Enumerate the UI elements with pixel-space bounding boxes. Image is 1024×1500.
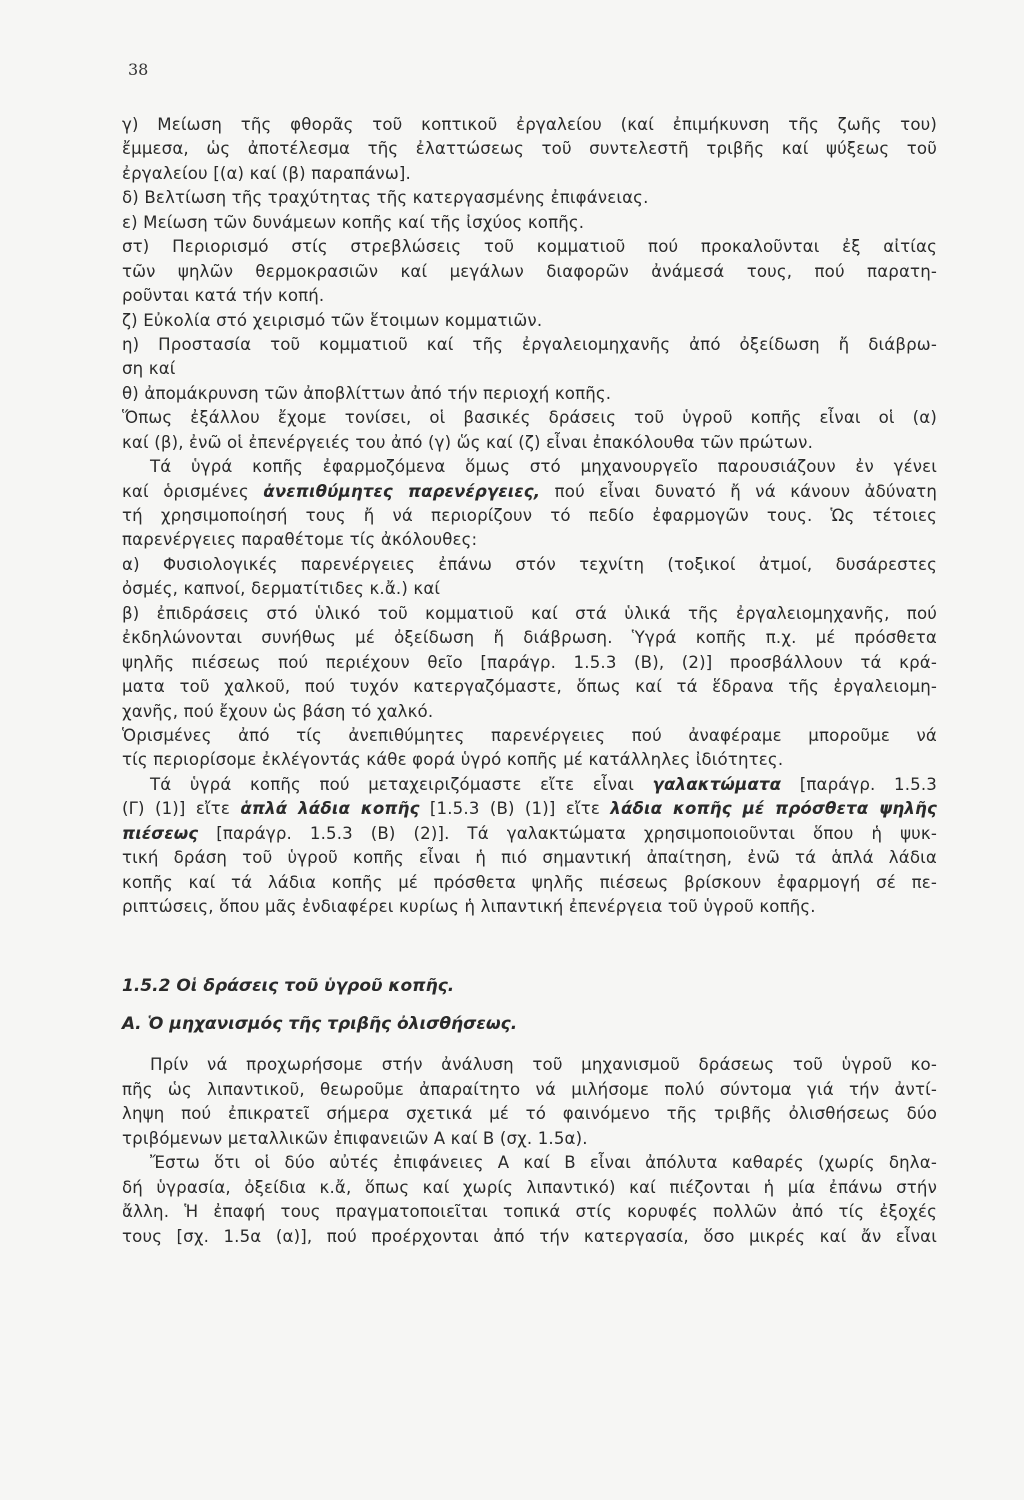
emphasis-term: πιέσεως — [122, 823, 199, 843]
text-line — [122, 773, 937, 797]
text-line: β) ἐπιδράσεις στό ὑλικό τοῦ κομματιοῦ καί στά ὑλικά τῆς ἐργαλειομηχανῆς, πού — [122, 603, 937, 623]
text-line: τή χρησιμοποίησή τους ἤ νά περιορίζουν τό πεδίο ἐφαρμογῶν τους. Ὡς τέτοιες — [122, 506, 937, 525]
text-run: [παράγρ. 1.5.3 — [781, 774, 937, 794]
text-line: παρενέργειες παραθέτομε τίς ἀκόλουθες: — [122, 530, 478, 550]
text-line: ὀσμές, καπνοί, δερματίτιδες κ.ἄ.) καί — [122, 579, 441, 599]
text-line: γ) Μείωση τῆς φθορᾶς τοῦ κοπτικοῦ ἐργαλείου (καί ἐπιμήκυνση τῆς ζωῆς του) — [122, 115, 937, 134]
text-line: ροῦνται κατά τήν κοπή. — [122, 286, 325, 306]
text-line: ζ) Εὐκολία στό χειρισμό τῶν ἕτοιμων κομματιῶν. — [122, 310, 543, 330]
text-line: ση καί — [122, 359, 176, 379]
text-line: ψηλῆς πιέσεως πού περιέχουν θεῖο [παράγρ. 1.5.3 (Β), (2)] προσβάλλουν τά κρά- — [122, 652, 937, 672]
text-line: τική δράση τοῦ ὑγροῦ κοπῆς εἶναι ἡ πιό σημαντική ἀπαίτηση, ἐνῶ τά ἁπλά λάδια — [122, 848, 937, 868]
emphasis-term: λάδια κοπῆς μέ πρόσθετα ψηλῆς — [610, 799, 937, 819]
text-line: α) Φυσιολογικές παρενέργειες ἐπάνω στόν τεχνίτη (τοξικοί ἀτμοί, δυσάρεστες — [122, 554, 937, 574]
text-run: (Γ) (1)] εἴτε — [122, 799, 241, 819]
text-line: δ) Βελτίωση τῆς τραχύτητας τῆς κατεργασμένης ἐπιφάνειας. — [122, 188, 649, 208]
text-line: τῶν ψηλῶν θερμοκρασιῶν καί μεγάλων διαφορῶν ἀνάμεσά τους, πού παρατη- — [122, 261, 937, 281]
text-line — [122, 822, 937, 846]
text-line: τους [σχ. 1.5α (α)], πού προέρχονται ἀπό τήν κατεργασία, ὅσο μικρές καί ἄν εἶναι — [122, 1226, 937, 1246]
text-line: Ὅπως ἐξάλλου ἔχομε τονίσει, οἱ βασικές δράσεις τοῦ ὑγροῦ κοπῆς εἶναι οἱ (α) — [122, 408, 937, 428]
text-line: ε) Μείωση τῶν δυνάμεων κοπῆς καί τῆς ἰσχύος κοπῆς. — [122, 212, 585, 232]
text-line: πῆς ὡς λιπαντικοῦ, θεωροῦμε ἀπαραίτητο νά μιλήσομε πολύ σύντομα γιά τήν ἀντί- — [122, 1079, 937, 1099]
text-line: ἐργαλείου [(α) καί (β) παραπάνω]. — [122, 163, 411, 183]
text-line: ἐκδηλώνονται συνήθως μέ ὀξείδωση ἤ διάβρωση. Ὑγρά κοπῆς π.χ. μέ πρόσθετα — [122, 628, 937, 648]
emphasis-term: γαλακτώματα — [652, 774, 782, 794]
text-line — [122, 797, 937, 821]
text-run: [1.5.3 (Β) (1)] εἴτε — [419, 799, 611, 819]
section-heading: 1.5.2 Οἱ δράσεις τοῦ ὑγροῦ κοπῆς. — [122, 976, 455, 997]
text-run: καί ὁρισμένες — [122, 481, 264, 501]
page-body — [122, 113, 937, 1249]
page-number: 38 — [128, 60, 149, 79]
text-line: θ) ἀπομάκρυνση τῶν ἀποβλίττων ἀπό τήν περιοχή κοπῆς. — [122, 383, 612, 403]
text-line: δή ὑγρασία, ὀξείδια κ.ἄ, ὅπως καί χωρίς λιπαντικό) καί πιέζονται ἡ μία ἐπάνω στήν — [122, 1177, 937, 1197]
text-line: η) Προστασία τοῦ κομματιοῦ καί τῆς ἐργαλειομηχανῆς ἀπό ὀξείδωση ἤ διάβρω- — [122, 334, 937, 354]
text-run: [παράγρ. 1.5.3 (Β) (2)]. Τά γαλακτώματα χρησιμοποιοῦνται ὅπου ἡ ψυκ- — [198, 823, 937, 843]
text-line: Ἔστω ὅτι οἱ δύο αὐτές ἐπιφάνειες Α καί Β εἶναι ἀπόλυτα καθαρές (χωρίς δηλα- — [150, 1153, 937, 1173]
text-line: ληψη πού ἐπικρατεῖ σήμερα σχετικά μέ τό φαινόμενο τῆς τριβῆς ὀλισθήσεως δύο — [122, 1104, 937, 1124]
text-line: Πρίν νά προχωρήσομε στήν ἀνάλυση τοῦ μηχανισμοῦ δράσεως τοῦ ὑγροῦ κο- — [150, 1055, 937, 1075]
text-line — [122, 480, 937, 504]
text-line: ἄλλη. Ἡ ἐπαφή τους πραγματοποιεῖται τοπικά στίς κορυφές πολλῶν ἀπό τίς ἐξοχές — [122, 1202, 937, 1222]
text-line: τριβόμενων μεταλλικῶν ἐπιφανειῶν Α καί Β (σχ. 1.5α). — [122, 1128, 588, 1148]
text-line: ριπτώσεις, ὅπου μᾶς ἐνδιαφέρει κυρίως ἡ λιπαντική ἐπενέργεια τοῦ ὑγροῦ κοπῆς. — [122, 897, 816, 916]
text-line: στ) Περιορισμό στίς στρεβλώσεις τοῦ κομματιοῦ πού προκαλοῦνται ἐξ αἰτίας — [122, 237, 937, 257]
text-line: τίς περιορίσομε ἐκλέγοντάς κάθε φορά ὑγρό κοπῆς μέ κατάλληλες ἰδιότητες. — [122, 750, 784, 770]
emphasis-term: ἁπλά λάδια κοπῆς — [240, 799, 420, 819]
text-line: καί (β), ἐνῶ οἱ ἐπενέργειές του ἀπό (γ) ὥς καί (ζ) εἶναι ἐπακόλουθα τῶν πρώτων. — [122, 432, 813, 452]
text-run: πού εἶναι δυνατό ἤ νά κάνουν ἀδύνατη — [540, 481, 937, 501]
text-line: Τά ὑγρά κοπῆς ἐφαρμοζόμενα ὅμως στό μηχανουργεῖο παρουσιάζουν ἐν γένει — [150, 457, 937, 477]
emphasis-term: ἀνεπιθύμητες παρενέργειες, — [263, 481, 541, 501]
text-line: ματα τοῦ χαλκοῦ, πού τυχόν κατεργαζόμαστε, ὅπως καί τά ἕδρανα τῆς ἐργαλειομη- — [122, 677, 937, 697]
text-run: Τά ὑγρά κοπῆς πού μεταχειριζόμαστε εἴτε εἶναι — [150, 774, 653, 794]
text-line: ἔμμεσα, ὡς ἀποτέλεσμα τῆς ἐλαττώσεως τοῦ συντελεστῆ τριβῆς καί ψύξεως τοῦ — [122, 139, 937, 159]
subsection-heading: Α. Ὁ μηχανισμός τῆς τριβῆς ὀλισθήσεως. — [122, 1014, 518, 1035]
text-line: χανῆς, πού ἔχουν ὡς βάση τό χαλκό. — [122, 701, 434, 721]
text-line: Ὁρισμένες ἀπό τίς ἀνεπιθύμητες παρενέργειες πού ἀναφέραμε μποροῦμε νά — [122, 725, 937, 745]
text-line: κοπῆς καί τά λάδια κοπῆς μέ πρόσθετα ψηλῆς πιέσεως βρίσκουν ἐφαρμογή σέ πε- — [122, 872, 937, 892]
